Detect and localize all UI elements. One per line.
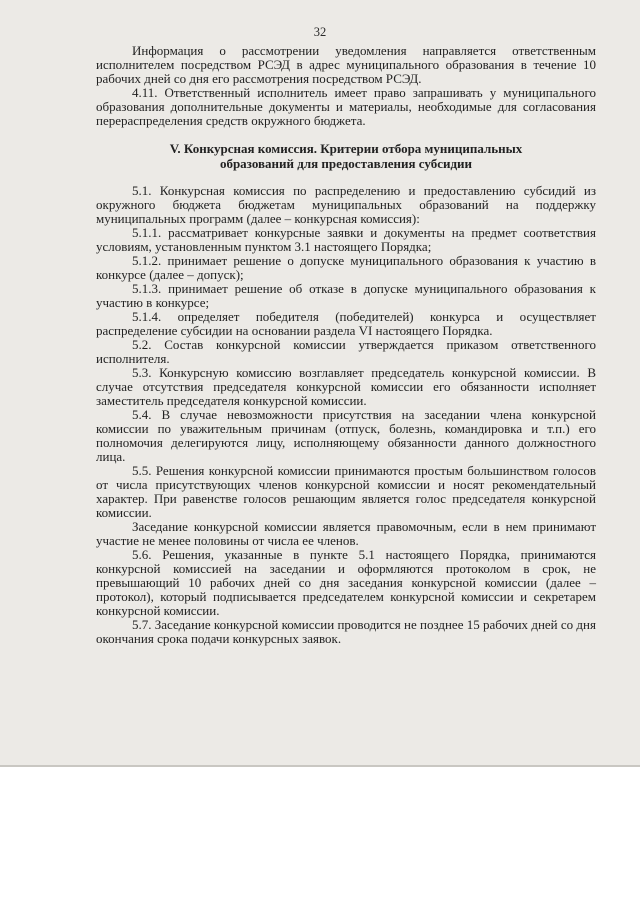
section-heading: [96, 141, 596, 171]
paragraph-5-1-4: 5.1.4. определяет победителя (победителей) конкурса и осуществляет распределение субсидии на основании раздела VI настоящего Порядка.: [96, 309, 596, 338]
paragraph-quorum: Заседание конкурсной комиссии является правомочным, если в нем принимают участие не менее половины от числа ее членов.: [96, 519, 596, 548]
paragraph-5-1-3: 5.1.3. принимает решение об отказе в допуске муниципального образования к участию в конкурсе;: [96, 281, 596, 310]
paragraph-5-7: 5.7. Заседание конкурсной комиссии проводится не позднее 15 рабочих дней со дня окончания срока подачи конкурсных заявок.: [96, 617, 596, 646]
paragraph-5-1-2: 5.1.2. принимает решение о допуске муниципального образования к участию в конкурсе (далее – допуск);: [96, 253, 596, 282]
page-number: 32: [313, 25, 327, 39]
paragraph-5-4: 5.4. В случае невозможности присутствия на заседании члена конкурсной комиссии по уважительным причинам (отпуск, болезнь, командировка и т.п.) его полномочия делегируются лицу, исполняющему обязанности данного должностного лица.: [96, 407, 596, 464]
section-heading-line-1: V. Конкурсная комиссия. Критерии отбора муниципальных: [169, 141, 523, 156]
scan-edge: [0, 765, 640, 767]
paragraph-5-3: 5.3. Конкурсную комиссию возглавляет председатель конкурсной комиссии. В случае отсутствия председателя конкурсной комиссии его обязанности исполняет заместитель председателя конкурсной комиссии.: [96, 365, 596, 408]
paragraph-5-1-1: 5.1.1. рассматривает конкурсные заявки и документы на предмет соответствия условиям, установленным пунктом 3.1 настоящего Порядка;: [96, 225, 596, 254]
paragraph-5-2: 5.2. Состав конкурсной комиссии утверждается приказом ответственного исполнителя.: [96, 337, 596, 366]
paragraph-5-6: 5.6. Решения, указанные в пункте 5.1 настоящего Порядка, принимаются конкурсной комиссией на заседании и оформляются протоколом в срок, не превышающий 10 рабочих дней со дня заседания конкурсной комиссии (далее – протокол), который подписывается председателем конкурсной комиссии и секретарем конкурсной комиссии.: [96, 547, 596, 618]
document-body: [96, 44, 596, 646]
intro-paragraph-2: 4.11. Ответственный исполнитель имеет право запрашивать у муниципального образования дополнительные документы и материалы, необходимые для согласования перераспределения средств окружного бюджета.: [96, 85, 596, 128]
paragraph-5-5: 5.5. Решения конкурсной комиссии принимаются простым большинством голосов от числа присутствующих членов конкурсной комиссии и носят рекомендательный характер. При равенстве голосов решающим является голос председателя конкурсной комиссии.: [96, 463, 596, 520]
section-heading-line-2: образований для предоставления субсидии: [219, 156, 473, 171]
paragraph-5-1: 5.1. Конкурсная комиссия по распределению и предоставлению субсидий из окружного бюджета бюджетам муниципальных образований на поддержку муниципальных программ (далее – конкурсная комиссия):: [96, 183, 596, 226]
intro-paragraph-1: Информация о рассмотрении уведомления направляется ответственным исполнителем посредством РСЭД в адрес муниципального образования в течение 10 рабочих дней со дня его рассмотрения посредством РСЭД.: [96, 43, 596, 86]
